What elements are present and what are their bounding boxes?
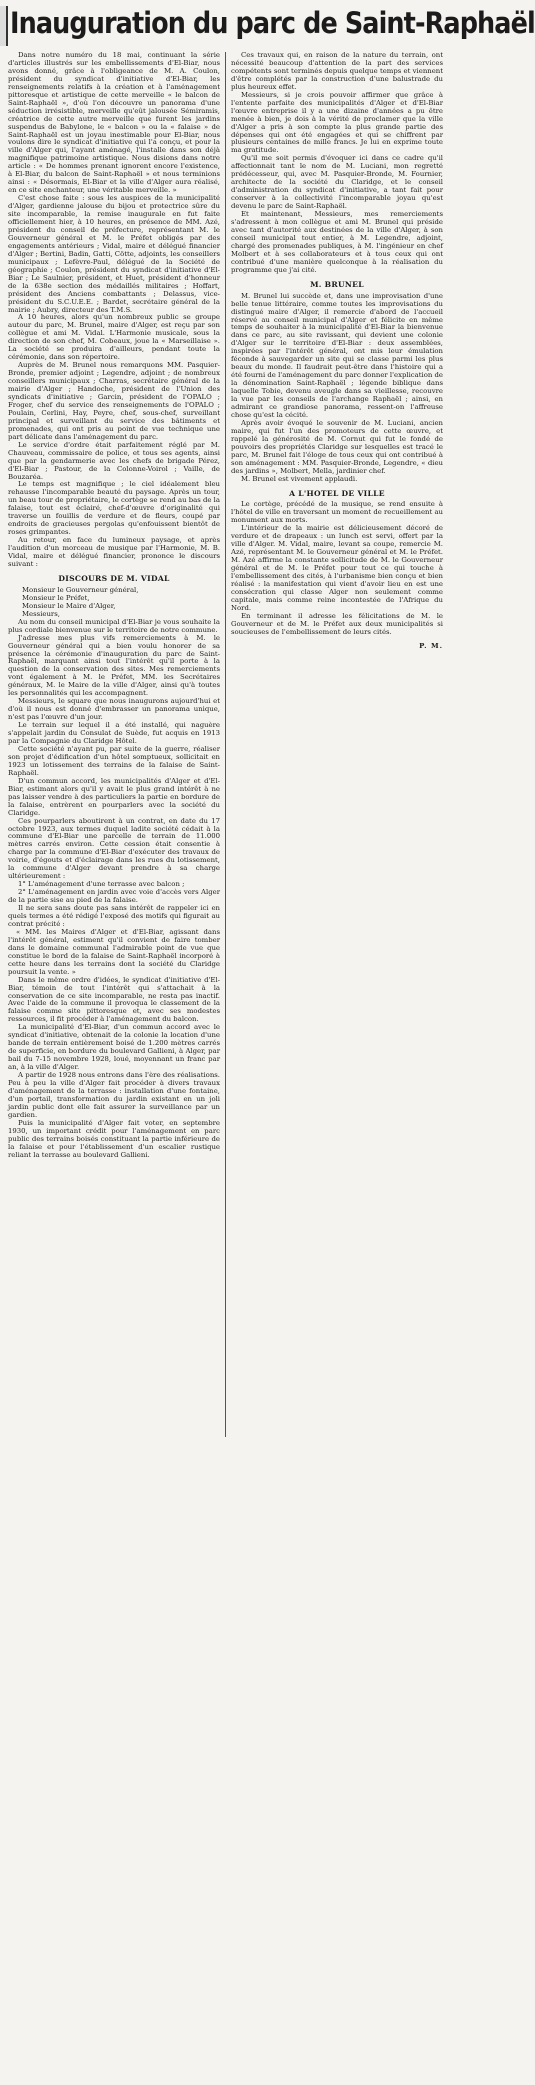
paragraph: Puis la municipalité d'Alger fait voter, en septembre 1930, un important crédit pour l'aménagement en parc public des terrains boisés constituant la partie inférieure de la falaise et pour l'établissement d'un escalier rustique reliant la terrasse au boulevard Gallieni. xyxy=(8,1118,220,1159)
paragraph: M. Brunel est vivement applaudi. xyxy=(241,474,358,483)
salutation-line: Monsieur le Maire d'Alger, xyxy=(22,601,116,610)
section-heading-hotel-de-ville: A L'HOTEL DE VILLE xyxy=(289,488,385,498)
paragraph: D'un commun accord, les municipalités d'Alger et d'El-Biar, estimant alors qu'il y avait le plus grand intérêt à ne pas laisser vendre à des particuliers la partie en bordure de la falaise, entrèrent en pourparlers avec la société du Claridge. xyxy=(8,776,220,817)
article-headline: Inauguration du parc de Saint-Raphaël xyxy=(10,6,535,42)
paragraph: Le service d'ordre était parfaitement réglé par M. Chauveau, commissaire de police, et tous ses agents, ainsi que par la gendarmerie avec les chefs de brigade Pérez, d'El-Biar ; Pastour, de la Colonne-Voirol ; Vaille, de Bouzaréa. xyxy=(8,440,220,481)
paragraph: Le terrain sur lequel il a été installé, qui naguère s'appelait jardin du Consulat de Suède, fut acquis en 1913 par la Compagnie du Claridge Hôtel. xyxy=(8,721,220,746)
paragraph: En terminant il adresse les félicitations de M. le Gouverneur et de M. le Préfet aux deux municipalités si soucieuses de l'embellissement de leurs cités. xyxy=(231,611,443,636)
paragraph: 1° L'aménagement d'une terrasse avec balcon ; xyxy=(18,880,185,889)
paragraph: Le cortège, précédé de la musique, se rend ensuite à l'hôtel de ville en traversant un moment de recueillement au monument aux morts. xyxy=(231,500,443,525)
quoted-paragraph: « MM. les Maires d'Alger et d'El-Biar, agissant dans l'intérêt général, estiment qu'il convient de faire tomber dans le domaine communal l'admirable point de vue que constitue le bord de la falaise de Saint-Raphaël incorporé à cette heure dans les terrains dont la société du Claridge poursuit la vente. » xyxy=(8,927,220,976)
author-signature: P. M. xyxy=(419,641,443,650)
paragraph: Auprès de M. Brunel nous remarquons MM. Pasquier-Bronde, premier adjoint ; Legendre, adjoint ; de nombreux conseillers municipaux ; Charras, secrétaire général de la mairie d'Alger ; Handoche, président de l'Union des syndicats d'initiative ; Garcin, président de l'OPALO ; Froger, chef du service des renseignements de l'OPALO ; Poulain, Cerlini, Hay, Peyre, chef, sous-chef, surveillant principal et surveillant du service des bâtiments et promenades, qui ont pris au point de vue technique une part délicate dans l'aménagement du parc. xyxy=(8,361,220,441)
salutation-line: Messieurs, xyxy=(22,609,60,618)
paragraph: 2° L'aménagement en jardin avec voie d'accès vers Alger de la partie sise au pied de la falaise. xyxy=(8,888,220,905)
paragraph: M. Brunel lui succède et, dans une improvisation d'une belle tenue littéraire, comme toutes les improvisations du distingué maire d'Alger, il remercie d'abord de l'accueil réservé au conseil municipal d'Alger et félicite en même temps de souhaiter à la municipalité d'El-Biar la bienvenue dans ce parc, au site ravissant, qui devient une colonie d'Alger sur le territoire d'El-Biar : deux assemblées, inspirées par l'intérêt général, ont mis leur émulation féconde à sauvegarder un site qui se classe parmi les plus beaux du monde. Il faudrait peut-être dans l'histoire qui a été fourni de l'aménagement du parc donner l'explication de la dénomination Saint-Raphaël ; légende biblique dans laquelle Tobie, devenu aveugle dans sa vieillesse, recouvre la vue par les conseils de l'archange Raphaël ; ainsi, en admirant ce grandiose panorama, ressent-on l'affreuse chose qu'est la cécité. xyxy=(231,291,443,419)
paragraph: Après avoir évoqué le souvenir de M. Luciani, ancien maire, qui fut l'un des promoteurs de cette œuvre, et rappelé la générosité de M. Cornut qui fut le fondé de pouvoirs des propriétés Claridge sur lesquelles est tracé le parc, M. Brunel fait l'éloge de tous ceux qui ont contribué à son aménagement : MM. Pasquier-Bronde, Legendre, « dieu des jardins », Molbert, Mella, jardinier chef. xyxy=(231,418,443,475)
paragraph: Messieurs, le square que nous inaugurons aujourd'hui et d'où il nous est donné d'embrasser un panorama unique, n'est pas l'œuvre d'un jour. xyxy=(8,697,220,722)
section-heading-brunel: M. BRUNEL xyxy=(310,279,364,289)
paragraph: Au nom du conseil municipal d'El-Biar je vous souhaite la plus cordiale bienvenue sur le territoire de notre commune. xyxy=(8,617,220,634)
column-divider xyxy=(225,52,226,1437)
column-edge-mark xyxy=(0,6,8,46)
section-heading-vidal: DISCOURS DE M. VIDAL xyxy=(58,573,170,583)
paragraph: Qu'il me soit permis d'évoquer ici dans ce cadre qu'il affectionnait tant le nom de M. Luciani, mon regretté prédécesseur, qui, avec M. Pasquier-Bronde, M. Fournier, architecte de la société du Claridge, et le conseil d'administration du syndicat d'initiative, a tant fait pour conserver à la collectivité l'incomparable joyau qu'est devenu le parc de Saint-Raphaël. xyxy=(231,154,443,211)
paragraph: La municipalité d'El-Biar, d'un commun accord avec le syndicat d'initiative, obtenait de la colonie la location d'une bande de terrain entièrement boisé de 1.200 mètres carrés de superficie, en bordure du boulevard Gallieni, à Alger, par bail du 7-15 novembre 1928, loué, moyennant un franc par an, à la ville d'Alger. xyxy=(8,1023,220,1072)
paragraph: Ces travaux qui, en raison de la nature du terrain, ont nécessité beaucoup d'attention de la part des services compétents sont terminés depuis quelque temps et viennent d'être complétés par la construction d'une balustrade du plus heureux effet. xyxy=(231,51,443,91)
paragraph: Il ne sera sans doute pas sans intérêt de rappeler ici en quels termes a été rédigé l'exposé des motifs qui figurait au contrat précité : xyxy=(8,904,220,928)
paragraph: A 10 heures, alors qu'un nombreux public se groupe autour du parc, M. Brunel, maire d'Alger, est reçu par son collègue et ami M. Vidal. L'Harmonie musicale, sous la direction de son chef, M. Cobeaux, joue la « Marseillaise ». La société se produira d'ailleurs, pendant toute la cérémonie, dans son répertoire. xyxy=(8,313,220,362)
right-column xyxy=(231,52,443,1432)
left-column xyxy=(8,52,220,2080)
paragraph: Et maintenant, Messieurs, mes remerciements s'adressent à mon collègue et ami M. Brunel qui préside avec tant d'autorité aux destinées de la ville d'Alger, à son conseil municipal tout entier, à M. Legendre, adjoint, chargé des promenades publiques, à M. l'ingénieur en chef Molbert et à ses collaborateurs et à tous ceux qui ont contribué d'une manière quelconque à la réalisation du programme que j'ai cité. xyxy=(231,210,443,274)
paragraph: C'est chose faite : sous les auspices de la municipalité d'Alger, gardienne jalouse du bijou et protectrice sûre du site incomparable, la remise inaugurale en fut faite officiellement hier, à 10 heures, en présence de MM. Azé, président du conseil de préfecture, représentant M. le Gouverneur général et M. le Préfet obligés par des engagements antérieurs ; Vidal, maire et délégué financier d'Alger ; Bertini, Badin, Gatti, Cötte, adjoints, les conseillers municipaux ; Lefèvre-Paul, délégué de la Société de géographie ; Coulon, président du syndicat d'initiative d'El-Biar ; Le Saulnier, président, et Huet, président d'honneur de la 638e section des médaillés militaires ; Hoffart, président des Anciens combattants ; Delassus, vice-président du S.C.U.E.E. ; Bardet, secrétaire général de la mairie ; Aubry, directeur des T.M.S. xyxy=(8,194,220,314)
paragraph: Le temps est magnifique ; le ciel idéalement bleu rehausse l'incomparable beauté du paysage. Après un tour, un beau tour de propriétaire, le cortège se rend au bas de la falaise, tout est éclairé, chef-d'œuvre d'originalité qui traverse un fouillis de verdure et de fleurs, coupé par endroits de gracieuses pergolas qu'enfouissent bientôt de roses grimpantes. xyxy=(8,480,220,537)
salutation-line: Monsieur le Préfet, xyxy=(22,593,90,602)
paragraph: J'adresse mes plus vifs remerciements à M. le Gouverneur général qui a bien voulu honorer de sa présence la cérémonie d'inauguration du parc de Saint-Raphaël, marquant ainsi tout l'intérêt qu'il porte à la question de la conservation des sites. Mes remerciements vont également à M. le Préfet, MM. les Secrétaires généraux, M. le Maire de la ville d'Alger, ainsi qu'à toutes les personnalités qui les accompagnent. xyxy=(8,633,220,698)
paragraph: L'intérieur de la mairie est délicieusement décoré de verdure et de drapeaux : un lunch est servi, offert par la ville d'Alger. M. Vidal, maire, levant sa coupe, remercie M. Azé, représentant M. le Gouverneur général et M. le Préfet. M. Azé affirme la constante sollicitude de M. le Gouverneur général et de M. le Préfet pour tout ce qui touche à l'embellissement des cités, à l'urbanisme bien conçu et bien réalisé : la manifestation qui vient d'avoir lieu en est une consécration qui classe Alger non seulement comme capitale, mais comme reine incontestée de l'Afrique du Nord. xyxy=(231,524,443,612)
paragraph: A partir de 1928 nous entrons dans l'ère des réalisations. Peu à peu la ville d'Alger fait procéder à divers travaux d'aménagement de la terrasse : installation d'une fontaine, d'un portail, transformation du jardin existant en un joli jardin public dont elle fait assurer la surveillance par un gardien. xyxy=(8,1071,220,1119)
paragraph: Cette société n'ayant pu, par suite de la guerre, réaliser son projet d'édification d'un hôtel somptueux, sollicitait en 1923 un lotissement des terrains de la falaise de Saint-Raphaël. xyxy=(8,744,220,777)
salutation-line: Monsieur le Gouverneur général, xyxy=(22,585,139,594)
paragraph: Au retour, en face du lumineux paysage, et après l'audition d'un morceau de musique par l'Harmonie, M. B. Vidal, maire et délégué financier, prononce le discours suivant : xyxy=(8,536,220,568)
paragraph: Messieurs, si je crois pouvoir affirmer que grâce à l'entente parfaite des municipalités d'Alger et d'El-Biar l'œuvre entreprise il y a une dizaine d'années a pu être menée à bien, je dois à la vérité de proclamer que la ville d'Alger a pris à son compte la plus grande partie des dépenses qui ont été engagées et qui se chiffrent par plusieurs centaines de mille francs. Je lui en exprime toute ma gratitude. xyxy=(231,90,443,155)
paragraph: Dans notre numéro du 18 mai, continuant la série d'articles illustrés sur les embellissements d'El-Biar, nous avons donné, grâce à l'obligeance de M. A. Coulon, président du syndicat d'initiative d'El-Biar, les renseignements relatifs à la création et à l'aménagement pittoresque et artistique de cette merveille « le balcon de Saint-Raphaël », d'où l'on découvre un panorama d'une séduction irrésistible, merveille qu'eût jalousée Sémiramis, créatrice de cette autre merveille que furent les jardins suspendus de Babylone, le « balcon » ou la « falaise » de Saint-Raphaël est un joyau inestimable pour El-Biar, nous voulons dire le syndicat d'initiative qui l'a conçu, et pour la ville d'Alger qui, l'ayant aménagé, l'installe dans son déjà magnifique patrimoine artistique. Nous disions dans notre article : « De hommes prenant ignorent encore l'existence, à El-Biar, du balcon de Saint-Raphaël » et nous terminions ainsi : « Désormais, El-Biar et la ville d'Alger aura réalisé, en ce site enchanteur, une véritable merveille. » xyxy=(8,51,220,195)
paragraph: Dans le même ordre d'idées, le syndicat d'initiative d'El-Biar, témoin de tout l'intérêt qui s'attachait à la conservation de ce site incomparable, ne resta pas inactif. Avec l'aide de la commune il provoqua le classement de la falaise comme site pittoresque et, avec ses modestes ressources, il fit procéder à l'aménagement du balcon. xyxy=(8,975,220,1024)
paragraph: Ces pourparlers aboutirent à un contrat, en date du 17 octobre 1923, aux termes duquel ladite société cédait à la commune d'El-Biar une parcelle de terrain de 11.000 mètres carrés environ. Cette cession était consentie à charge par la commune d'El-Biar d'exécuter des travaux de voirie, d'égouts et d'éclairage dans les rues du lotissement, la commune d'Alger devant prendre à sa charge ultérieurement : xyxy=(8,816,220,881)
